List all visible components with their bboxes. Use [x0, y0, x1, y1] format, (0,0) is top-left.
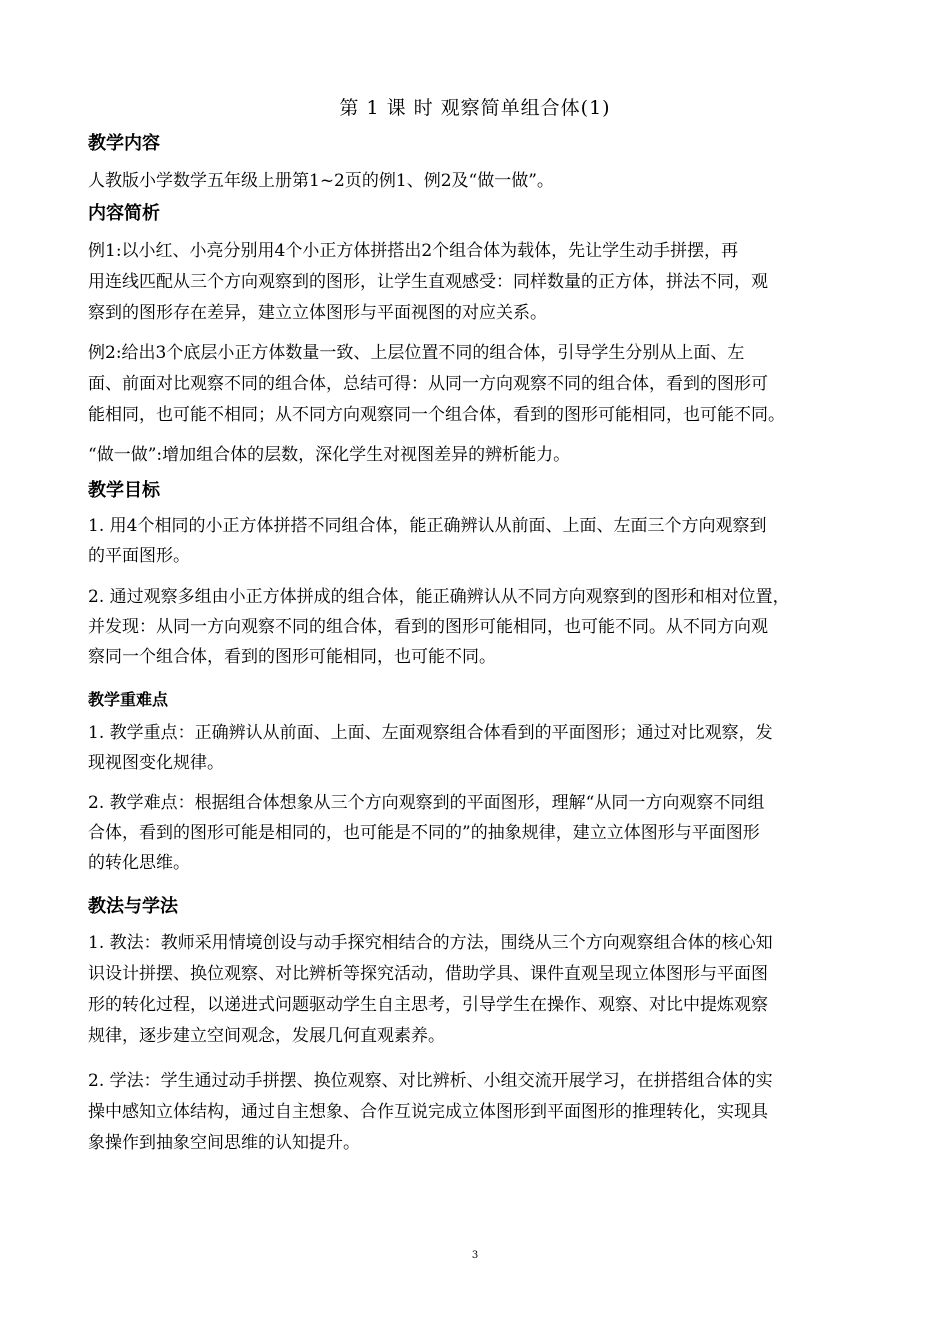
- text-line: 1. 教法：教师采用情境创设与动手探究相结合的方法，围绕从三个方向观察组合体的核心知: [88, 933, 773, 953]
- text-line: 1. 教学重点：正确辨认从前面、上面、左面观察组合体看到的平面图形；通过对比观察，发: [88, 723, 773, 743]
- heading-methods: 教法与学法: [88, 896, 178, 917]
- text-line: 2. 通过观察多组由小正方体拼成的组合体，能正确辨认从不同方向观察到的图形和相对位置，: [88, 587, 790, 607]
- page-number: 3: [471, 1250, 479, 1261]
- text-line: 1. 用4个相同的小正方体拼搭不同组合体，能正确辨认从前面、上面、左面三个方向观察到: [88, 516, 767, 536]
- text-line: 例1:以小红、小亮分别用4个小正方体拼搭出2个组合体为载体，先让学生动手拼摆，再: [88, 241, 739, 261]
- heading-key-points: 教学重难点: [88, 690, 169, 709]
- teaching-method-paragraph: [88, 928, 862, 1052]
- text-line: 例2:给出3个底层小正方体数量一致、上层位置不同的组合体，引导学生分别从上面、左: [88, 343, 745, 363]
- text-line: 的平面图形。: [88, 546, 190, 566]
- text-line: 能相同，也可能不相同；从不同方向观察同一个组合体，看到的图形可能相同，也可能不同。: [88, 405, 785, 425]
- text-line: 并发现：从同一方向观察不同的组合体，看到的图形可能相同，也可能不同。从不同方向观: [88, 617, 768, 637]
- goal-item-2: [88, 582, 862, 672]
- practice-paragraph: [88, 440, 862, 471]
- text-line: 形的转化过程，以递进式问题驱动学生自主思考，引导学生在操作、观察、对比中提炼观察: [88, 995, 768, 1015]
- text-line: 面、前面对比观察不同的组合体，总结可得：从同一方向观察不同的组合体，看到的图形可: [88, 374, 768, 394]
- text-line: “做一做”:增加组合体的层数，深化学生对视图差异的辨析能力。: [88, 445, 571, 465]
- text-line: 2. 教学难点：根据组合体想象从三个方向观察到的平面图形，理解“从同一方向观察不同组: [88, 793, 765, 813]
- goal-item-1: [88, 511, 862, 571]
- heading-teaching-content: 教学内容: [88, 133, 160, 154]
- heading-teaching-goals: 教学目标: [88, 480, 160, 501]
- example-1-paragraph: [88, 236, 862, 329]
- text-line: 识设计拼摆、换位观察、对比辨析等探究活动，借助学具、课件直观呈现立体图形与平面图: [88, 964, 768, 984]
- learning-method-paragraph: [88, 1066, 862, 1159]
- text-line: 象操作到抽象空间思维的认知提升。: [88, 1133, 360, 1153]
- text-line: 人教版小学数学五年级上册第1~2页的例1、例2及“做一做”。: [88, 171, 554, 191]
- text-line: 规律，逐步建立空间观念，发展几何直观素养。: [88, 1026, 445, 1046]
- text-line: 操中感知立体结构，通过自主想象、合作互说完成立体图形到平面图形的推理转化，实现具: [88, 1102, 768, 1122]
- text-line: 用连线匹配从三个方向观察到的图形，让学生直观感受：同样数量的正方体，拼法不同，观: [88, 272, 768, 292]
- keypoint-item-1: [88, 718, 862, 778]
- text-line: 察到的图形存在差异，建立立体图形与平面视图的对应关系。: [88, 303, 547, 323]
- text-line: 察同一个组合体，看到的图形可能相同，也可能不同。: [88, 647, 496, 667]
- text-line: 现视图变化规律。: [88, 753, 224, 773]
- heading-content-analysis: 内容简析: [88, 203, 160, 224]
- keypoint-item-2: [88, 788, 862, 878]
- lesson-title: 第 1 课 时 观察简单组合体(1): [339, 97, 611, 119]
- example-2-paragraph: [88, 338, 862, 431]
- text-line: 合体，看到的图形可能是相同的，也可能是不同的”的抽象规律，建立立体图形与平面图形: [88, 823, 760, 843]
- text-line: 2. 学法：学生通过动手拼摆、换位观察、对比辨析、小组交流开展学习，在拼搭组合体的实: [88, 1071, 773, 1091]
- text-line: 的转化思维。: [88, 853, 190, 873]
- teaching-content-text: [88, 166, 862, 197]
